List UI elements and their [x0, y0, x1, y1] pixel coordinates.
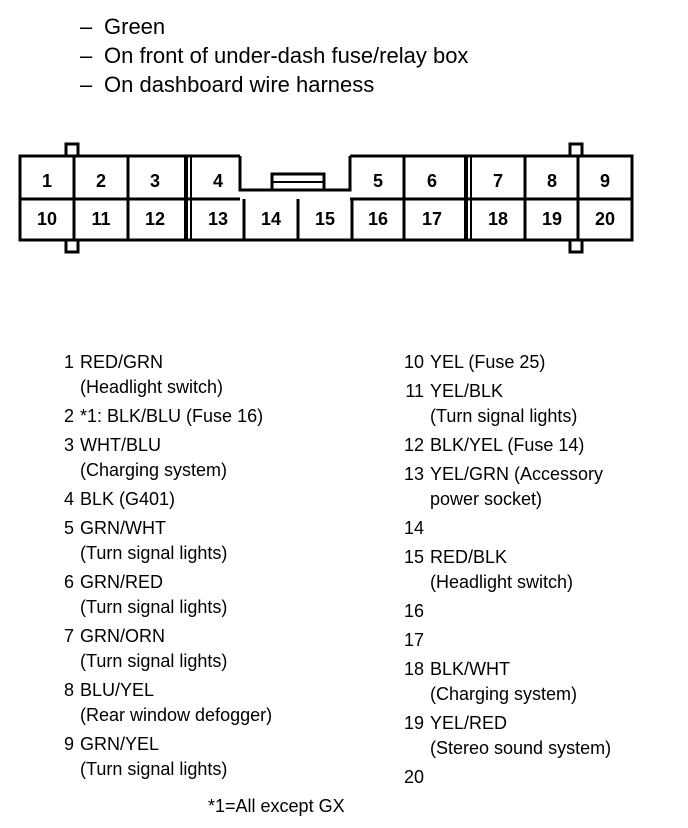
pin-label: 16	[367, 209, 389, 229]
legend-entry: 9 GRN/YEL (Turn signal lights)	[63, 734, 228, 779]
pin-label: 13	[207, 209, 229, 229]
legend-entry: 10 YEL (Fuse 25)	[404, 352, 546, 372]
pin-label: 15	[314, 209, 336, 229]
pin-legend-left	[54, 350, 354, 786]
connector-diagram	[0, 0, 688, 300]
pin-label: 5	[372, 171, 384, 191]
legend-entry: 13 YEL/GRN (Accessory power socket)	[404, 464, 604, 509]
legend-entry: 14	[404, 518, 425, 538]
legend-entry: 15 RED/BLK (Headlight switch)	[404, 547, 574, 592]
legend-entry: 4 BLK (G401)	[63, 489, 176, 509]
pin-label: 19	[541, 209, 563, 229]
legend-entry: 2 *1: BLK/BLU (Fuse 16)	[63, 406, 264, 426]
pin-label: 9	[599, 171, 611, 191]
legend-entry: 16	[404, 601, 425, 621]
pin-label: 17	[421, 209, 443, 229]
legend-entry: 11 YEL/BLK (Turn signal lights)	[405, 381, 578, 426]
pin-label: 4	[212, 171, 224, 191]
legend-entry: 20	[404, 767, 425, 787]
pin-label: 2	[95, 171, 107, 191]
pin-label: 8	[546, 171, 558, 191]
pin-label: 10	[36, 209, 58, 229]
pin-label: 11	[91, 209, 111, 229]
legend-entry: 17	[404, 630, 425, 650]
pin-legend-right	[404, 350, 684, 794]
pin-label: 20	[594, 209, 616, 229]
footnote: *1=All except GX	[208, 796, 345, 816]
legend-entry: 19 YEL/RED (Stereo sound system)	[404, 713, 612, 758]
legend-entry: 3 WHT/BLU (Charging system)	[63, 435, 228, 480]
housing-notch-mask	[240, 150, 350, 190]
pin-label: 18	[487, 209, 509, 229]
legend-entry: 5 GRN/WHT (Turn signal lights)	[63, 518, 228, 563]
pin-label: 14	[260, 209, 282, 229]
legend-entry: 18 BLK/WHT (Charging system)	[404, 659, 578, 704]
legend-entry: 6 GRN/RED (Turn signal lights)	[63, 572, 228, 617]
pin-label: 6	[426, 171, 438, 191]
header-line-harness: – On dashboard wire harness	[80, 72, 375, 97]
pin-label: 12	[144, 209, 166, 229]
legend-entry: 1 RED/GRN (Headlight switch)	[63, 352, 224, 397]
header-line-color: – Green	[80, 14, 166, 39]
legend-entry: 8 BLU/YEL (Rear window defogger)	[63, 680, 273, 725]
legend-entry: 12 BLK/YEL (Fuse 14)	[404, 435, 585, 455]
pin-label: 7	[492, 171, 504, 191]
header-line-location: – On front of under-dash fuse/relay box	[80, 43, 469, 68]
pin-label: 3	[149, 171, 161, 191]
pin-label: 1	[41, 171, 53, 191]
legend-entry: 7 GRN/ORN (Turn signal lights)	[63, 626, 228, 671]
